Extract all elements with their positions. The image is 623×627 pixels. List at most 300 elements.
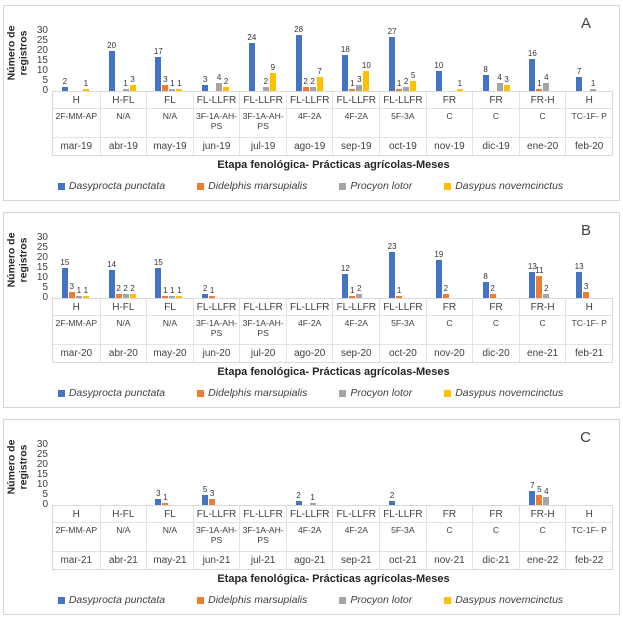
- bar-slot-series-2: [543, 15, 549, 91]
- bar-slot-series-0: [436, 222, 442, 298]
- bar-value-label: 27: [387, 27, 397, 36]
- bar-group-jun-20: [192, 222, 239, 298]
- bar-slot-series-0: [576, 429, 582, 505]
- bar-slot-series-2: [263, 222, 269, 298]
- bar-group-ene-22: [520, 429, 567, 505]
- axis-month-cell: ago-20: [286, 344, 333, 362]
- axis-stage-cell: H: [72, 508, 80, 520]
- axis-month-cell: jun-19: [193, 137, 240, 155]
- axis-stage-cell: FL: [146, 92, 193, 108]
- bar-group-ago-20: [286, 222, 333, 298]
- bar-slot-series-1: [162, 15, 168, 91]
- legend-item-2: [339, 180, 412, 192]
- bar-slot-series-2: [403, 429, 409, 505]
- bar-value-label: 1: [350, 79, 355, 88]
- y-tick-label: 30: [36, 232, 48, 243]
- bar-slot-series-2: [450, 429, 456, 505]
- bar-sep-19-series-1: [349, 89, 355, 91]
- bar-abr-20-series-1: [116, 294, 122, 298]
- axis-practice-cell: C: [472, 315, 519, 344]
- bar-abr-19-series-0: [109, 51, 115, 91]
- legend-label: Procyon lotor: [350, 387, 413, 399]
- axis-practice-cell: C: [519, 108, 566, 137]
- bar-slot-series-1: [256, 222, 262, 298]
- bar-value-label: 15: [153, 258, 163, 267]
- bar-value-label: 17: [153, 47, 163, 56]
- bar-slot-series-0: [202, 15, 208, 91]
- bar-value-label: 24: [247, 33, 257, 42]
- bar-slot-series-2: [497, 15, 503, 91]
- bar-slot-series-0: [155, 222, 161, 298]
- bar-slot-series-2: [263, 429, 269, 505]
- bar-slot-series-3: [83, 429, 89, 505]
- bar-slot-series-2: [356, 15, 362, 91]
- bar-oct-19-series-2: [403, 87, 409, 91]
- axis-stage-cell: FR: [426, 92, 473, 108]
- bar-slot-series-2: [76, 15, 82, 91]
- bar-group-mar-21: [52, 429, 99, 505]
- axis-month-cell: mar-19: [53, 137, 100, 155]
- bar-group-mar-20: [52, 222, 99, 298]
- bar-group-may-20: [146, 222, 193, 298]
- bar-slot-series-0: [342, 15, 348, 91]
- y-tick-label: 10: [36, 272, 48, 283]
- bar-slot-series-0: [529, 429, 535, 505]
- bar-slot-series-2: [216, 15, 222, 91]
- bar-value-label: 10: [434, 61, 444, 70]
- bar-slot-series-3: [550, 429, 556, 505]
- bar-group-ago-19: [286, 15, 333, 91]
- axis-stage-cell: FL-LLFR: [332, 92, 379, 108]
- axis-month-cell: sep-19: [332, 137, 379, 155]
- bar-oct-21-series-0: [389, 501, 395, 505]
- bar-may-19-series-2: [169, 89, 175, 91]
- bar-oct-19-series-0: [389, 37, 395, 91]
- bar-value-label: 1: [177, 286, 182, 295]
- panel-letter-a: A: [580, 15, 591, 32]
- bar-slot-series-3: [270, 222, 276, 298]
- axis-month-cell: mar-21: [53, 551, 100, 569]
- legend-swatch-icon: [197, 597, 204, 604]
- bar-slot-series-2: [403, 222, 409, 298]
- bar-slot-series-3: [130, 15, 136, 91]
- bar-slot-series-3: [410, 222, 416, 298]
- legend-swatch-icon: [58, 390, 65, 397]
- bar-value-label: 15: [60, 258, 70, 267]
- bar-group-sep-21: [333, 429, 380, 505]
- bar-nov-19-series-0: [436, 71, 442, 91]
- axis-stage-cell: H-FL: [100, 299, 147, 315]
- bar-slot-series-0: [529, 222, 535, 298]
- chart-panel-c: [3, 419, 620, 615]
- bar-group-sep-19: [333, 15, 380, 91]
- bar-slot-series-2: [497, 429, 503, 505]
- bar-slot-series-1: [69, 15, 75, 91]
- axis-stage-cell: FL-LLFR: [379, 299, 426, 315]
- bar-value-label: 5: [537, 485, 542, 494]
- bar-ago-19-series-0: [296, 35, 302, 91]
- bar-jul-19-series-3: [270, 73, 276, 91]
- bar-mar-20-series-1: [69, 292, 75, 298]
- bar-group-dic-20: [473, 222, 520, 298]
- bar-value-label: 1: [83, 286, 89, 295]
- bar-slot-series-1: [303, 222, 309, 298]
- bar-slot-series-1: [116, 15, 122, 91]
- bar-value-label: 8: [483, 65, 488, 74]
- bar-may-21-series-1: [162, 503, 168, 505]
- bar-ago-21-series-0: [296, 501, 302, 505]
- y-tick-label: 20: [36, 252, 48, 263]
- category-axis-table: [52, 298, 613, 363]
- bar-slot-series-2: [450, 15, 456, 91]
- bar-value-label: 7: [576, 67, 582, 76]
- bar-value-label: 3: [202, 75, 208, 84]
- axis-practice-cell: N/A: [100, 315, 147, 344]
- bar-slot-series-3: [83, 222, 89, 298]
- bar-value-label: 1: [163, 493, 168, 502]
- bar-slot-series-0: [249, 15, 255, 91]
- bar-slot-series-3: [317, 222, 323, 298]
- bar-value-label: 2: [202, 284, 208, 293]
- legend-item-0: [58, 594, 165, 606]
- axis-month-cell: dic-21: [472, 551, 519, 569]
- bar-slot-series-3: [317, 429, 323, 505]
- axis-stage-cell: FL: [146, 506, 193, 522]
- axis-stage-cell: FR: [426, 299, 473, 315]
- legend-label: Procyon lotor: [350, 594, 413, 606]
- bar-ene-20-series-1: [536, 89, 542, 91]
- bar-slot-series-3: [223, 429, 229, 505]
- y-axis-ticks: [30, 429, 52, 510]
- bar-dic-19-series-2: [497, 83, 503, 91]
- axis-practice-cell: C: [519, 315, 566, 344]
- bar-group-feb-22: [566, 429, 613, 505]
- y-tick-label: 15: [36, 469, 48, 480]
- bar-may-20-series-0: [155, 268, 161, 298]
- bar-sep-20-series-1: [349, 296, 355, 298]
- bar-slot-series-0: [436, 15, 442, 91]
- axis-practice-cell: C: [426, 522, 473, 551]
- axis-practice-cell: 4F-2A: [332, 522, 379, 551]
- bar-value-label: 23: [387, 242, 397, 251]
- y-tick-label: 5: [42, 75, 48, 86]
- bar-value-label: 13: [574, 262, 584, 271]
- y-axis-title-text: [6, 26, 29, 81]
- bar-ene-22-series-0: [529, 491, 535, 505]
- axis-month-cell: may-21: [146, 551, 193, 569]
- bar-jun-19-series-3: [223, 87, 229, 91]
- legend-label: Dasypus novemcinctus: [455, 387, 564, 399]
- bar-slot-series-1: [580, 222, 591, 298]
- axis-stage-cell: FR: [472, 299, 519, 315]
- legend-swatch-icon: [58, 597, 65, 604]
- bar-value-label: 3: [357, 75, 362, 84]
- bar-group-jul-21: [239, 429, 286, 505]
- y-tick-label: 0: [42, 292, 48, 303]
- bar-value-label: 2: [116, 284, 121, 293]
- bar-slot-series-1: [443, 429, 449, 505]
- bar-slot-series-3: [363, 222, 369, 298]
- bar-slot-series-0: [155, 429, 161, 505]
- bar-mar-20-series-3: [83, 296, 89, 298]
- legend-swatch-icon: [444, 390, 451, 397]
- bar-slot-series-2: [497, 222, 503, 298]
- axis-practice-cell: C: [519, 522, 566, 551]
- bar-value-label: 3: [209, 489, 215, 498]
- axis-stage-cell: H: [565, 506, 612, 522]
- bar-value-label: 2: [223, 77, 229, 86]
- bar-value-label: 3: [583, 282, 589, 291]
- axis-stage-cell: FL-LLFR: [286, 506, 333, 522]
- bar-slot-series-3: [597, 429, 603, 505]
- y-axis-ticks: [30, 15, 52, 96]
- bar-slot-series-2: [123, 15, 129, 91]
- bar-slot-series-0: [436, 429, 442, 505]
- axis-month-cell: dic-20: [472, 344, 519, 362]
- bar-slot-series-3: [130, 222, 136, 298]
- bar-slot-series-3: [457, 15, 463, 91]
- bar-slot-series-3: [410, 15, 416, 91]
- bar-group-dic-21: [473, 429, 520, 505]
- bar-slot-series-0: [62, 15, 68, 91]
- y-tick-label: 5: [42, 489, 48, 500]
- bar-ene-20-series-2: [543, 83, 549, 91]
- bar-group-mar-19: [52, 15, 99, 91]
- bar-value-label: 13: [527, 262, 537, 271]
- bar-group-nov-21: [426, 429, 473, 505]
- bar-slot-series-1: [69, 222, 75, 298]
- bar-value-label: 1: [537, 79, 542, 88]
- chart-figure: [0, 5, 623, 615]
- bar-slot-series-0: [249, 429, 255, 505]
- bar-mar-19-series-0: [62, 87, 68, 91]
- bar-slot-series-2: [356, 429, 362, 505]
- bar-slot-series-1: [209, 222, 215, 298]
- bar-slot-series-3: [597, 15, 603, 91]
- bar-nov-20-series-0: [436, 260, 442, 298]
- bar-sep-20-series-0: [342, 274, 348, 298]
- bar-slot-series-1: [303, 429, 309, 505]
- axis-practice-cell: C: [472, 108, 519, 137]
- panel-letter-b: B: [580, 222, 591, 239]
- plot-area-b: [52, 222, 613, 298]
- y-axis-title: [6, 15, 30, 91]
- bar-slot-series-1: [256, 15, 262, 91]
- bar-slot-series-2: [123, 429, 129, 505]
- bar-value-label: 2: [389, 491, 395, 500]
- y-axis-title-line-2: registros: [17, 30, 29, 76]
- legend-item-1: [197, 594, 307, 606]
- bar-group-jul-19: [239, 15, 286, 91]
- legend-swatch-icon: [197, 183, 204, 190]
- bar-slot-series-2: [216, 429, 222, 505]
- y-axis-title-line-1: Número de: [5, 25, 18, 81]
- axis-stage-cell: H: [72, 94, 80, 106]
- axis-month-cell: dic-19: [472, 137, 519, 155]
- bar-value-label: 1: [163, 286, 168, 295]
- bar-slot-series-3: [410, 429, 416, 505]
- bar-sep-19-series-2: [356, 85, 362, 91]
- axis-month-cell: mar-20: [53, 344, 100, 362]
- bar-slot-series-3: [457, 429, 463, 505]
- bar-group-abr-20: [99, 222, 146, 298]
- bar-slot-series-2: [169, 429, 175, 505]
- bar-value-label: 2: [357, 284, 362, 293]
- bar-value-label: 1: [457, 79, 463, 88]
- bar-slot-series-3: [130, 429, 136, 505]
- axis-stage-cell: FL-LLFR: [193, 92, 240, 108]
- bar-ene-21-series-0: [529, 272, 535, 298]
- bar-value-label: 16: [527, 49, 537, 58]
- bar-value-label: 5: [202, 485, 208, 494]
- legend-swatch-icon: [339, 183, 346, 190]
- bar-value-label: 2: [62, 77, 68, 86]
- y-tick-label: 20: [36, 459, 48, 470]
- legend-item-3: [444, 180, 563, 192]
- bar-slot-series-0: [342, 429, 348, 505]
- axis-practice-cell: 3F-1A-AH-PS: [193, 108, 240, 137]
- bar-slot-series-3: [504, 429, 510, 505]
- legend-label: Dasypus novemcinctus: [455, 180, 564, 192]
- bar-oct-19-series-1: [396, 89, 402, 91]
- axis-practice-cell: TC-1F- P: [565, 108, 612, 137]
- axis-practice-cell: 3F-1A-AH-PS: [239, 522, 286, 551]
- bar-group-oct-19: [379, 15, 426, 91]
- legend-label: Dasyprocta punctata: [68, 180, 166, 192]
- bar-slot-series-1: [116, 222, 122, 298]
- bar-slot-series-0: [249, 222, 255, 298]
- axis-practice-cell: N/A: [100, 522, 147, 551]
- bar-jun-21-series-0: [202, 495, 208, 505]
- bar-nov-19-series-3: [457, 89, 463, 91]
- bar-value-label: 7: [530, 481, 535, 490]
- bar-slot-series-0: [296, 429, 302, 505]
- bar-slot-series-0: [529, 15, 535, 91]
- bar-slot-series-0: [202, 222, 208, 298]
- bar-value-label: 1: [83, 79, 89, 88]
- bar-jun-21-series-1: [209, 499, 215, 505]
- legend-swatch-icon: [339, 390, 346, 397]
- axis-practice-cell: 2F-MM-AP: [53, 108, 100, 137]
- bar-nov-20-series-1: [443, 294, 449, 298]
- chart-panel-b: [3, 212, 620, 408]
- plot-row-b: [5, 222, 615, 303]
- y-axis-title-line-1: Número de: [5, 439, 18, 495]
- bar-slot-series-2: [590, 222, 596, 298]
- bar-slot-series-2: [169, 222, 175, 298]
- axis-practice-cell: 4F-2A: [286, 108, 333, 137]
- legend-label: Procyon lotor: [350, 180, 413, 192]
- bar-abr-19-series-3: [130, 85, 136, 91]
- y-tick-label: 0: [42, 85, 48, 96]
- bar-slot-series-1: [536, 15, 542, 91]
- y-tick-label: 25: [36, 449, 48, 460]
- bar-slot-series-0: [576, 222, 582, 298]
- bar-group-abr-21: [99, 429, 146, 505]
- axis-stage-cell: H-FL: [100, 506, 147, 522]
- bar-slot-series-3: [270, 15, 276, 91]
- legend-label: Dasyprocta punctata: [68, 387, 166, 399]
- axis-month-cell: jun-21: [193, 551, 240, 569]
- bar-value-label: 2: [263, 77, 269, 86]
- bar-slot-series-2: [310, 15, 316, 91]
- y-tick-label: 10: [36, 479, 48, 490]
- plot-row-a: [5, 15, 615, 96]
- y-tick-label: 25: [36, 35, 48, 46]
- bar-dic-20-series-0: [483, 282, 489, 298]
- bar-oct-20-series-0: [389, 252, 395, 298]
- y-tick-label: 30: [36, 439, 48, 450]
- bar-may-21-series-0: [155, 499, 161, 505]
- bar-slot-series-1: [396, 222, 402, 298]
- y-tick-label: 0: [42, 499, 48, 510]
- y-tick-label: 5: [42, 282, 48, 293]
- axis-month-cell: sep-20: [332, 344, 379, 362]
- legend-swatch-icon: [197, 390, 204, 397]
- bar-slot-series-0: [296, 15, 302, 91]
- bar-slot-series-0: [109, 429, 115, 505]
- bar-slot-series-2: [263, 15, 269, 91]
- plot-row-c: [5, 429, 615, 510]
- bar-value-label: 3: [69, 282, 75, 291]
- bar-slot-series-2: [169, 15, 175, 91]
- x-axis-title: Etapa fenológica- Prácticas agrícolas-Meses: [217, 159, 450, 171]
- x-axis-title: Etapa fenológica- Prácticas agrícolas-Meses: [217, 573, 450, 585]
- bar-slot-series-0: [109, 222, 115, 298]
- bar-jun-20-series-1: [209, 296, 215, 298]
- axis-month-cell: abr-21: [100, 551, 147, 569]
- bar-feb-20-series-0: [576, 77, 582, 91]
- legend-item-0: [58, 387, 165, 399]
- legend-label: Dasypus novemcinctus: [455, 594, 564, 606]
- bar-group-may-19: [146, 15, 193, 91]
- y-tick-label: 25: [36, 242, 48, 253]
- y-axis-title-line-1: Número de: [5, 232, 18, 288]
- bar-value-label: 2: [403, 77, 409, 86]
- bar-slot-series-3: [597, 222, 603, 298]
- bar-value-label: 18: [340, 45, 350, 54]
- bar-slot-series-0: [389, 429, 395, 505]
- bar-slot-series-1: [349, 429, 355, 505]
- bar-slot-series-1: [349, 15, 355, 91]
- bar-ene-21-series-1: [536, 276, 542, 298]
- bar-sep-19-series-3: [363, 71, 369, 91]
- bar-slot-series-2: [123, 222, 129, 298]
- bar-value-label: 4: [544, 487, 549, 496]
- bar-slot-series-3: [550, 222, 556, 298]
- axis-stage-cell: FL-LLFR: [332, 299, 379, 315]
- bar-slot-series-0: [483, 222, 489, 298]
- axis-month-cell: may-20: [146, 344, 193, 362]
- chart-legend: [6, 594, 615, 606]
- bar-slot-series-3: [504, 222, 510, 298]
- bar-value-label: 2: [296, 491, 301, 500]
- bar-slot-series-1: [536, 222, 542, 298]
- bar-ago-19-series-3: [317, 77, 323, 91]
- y-tick-label: 10: [36, 65, 48, 76]
- bar-slot-series-2: [76, 429, 82, 505]
- bar-may-20-series-3: [176, 296, 182, 298]
- axis-practice-cell: N/A: [100, 108, 147, 137]
- axis-month-cell: feb-22: [565, 551, 612, 569]
- bar-slot-series-2: [543, 222, 549, 298]
- bar-may-19-series-1: [162, 85, 168, 91]
- bar-dic-19-series-3: [504, 85, 510, 91]
- axis-practice-cell: C: [472, 522, 519, 551]
- bar-slot-series-1: [536, 429, 542, 505]
- bar-value-label: 1: [76, 286, 82, 295]
- bar-slot-series-1: [162, 429, 168, 505]
